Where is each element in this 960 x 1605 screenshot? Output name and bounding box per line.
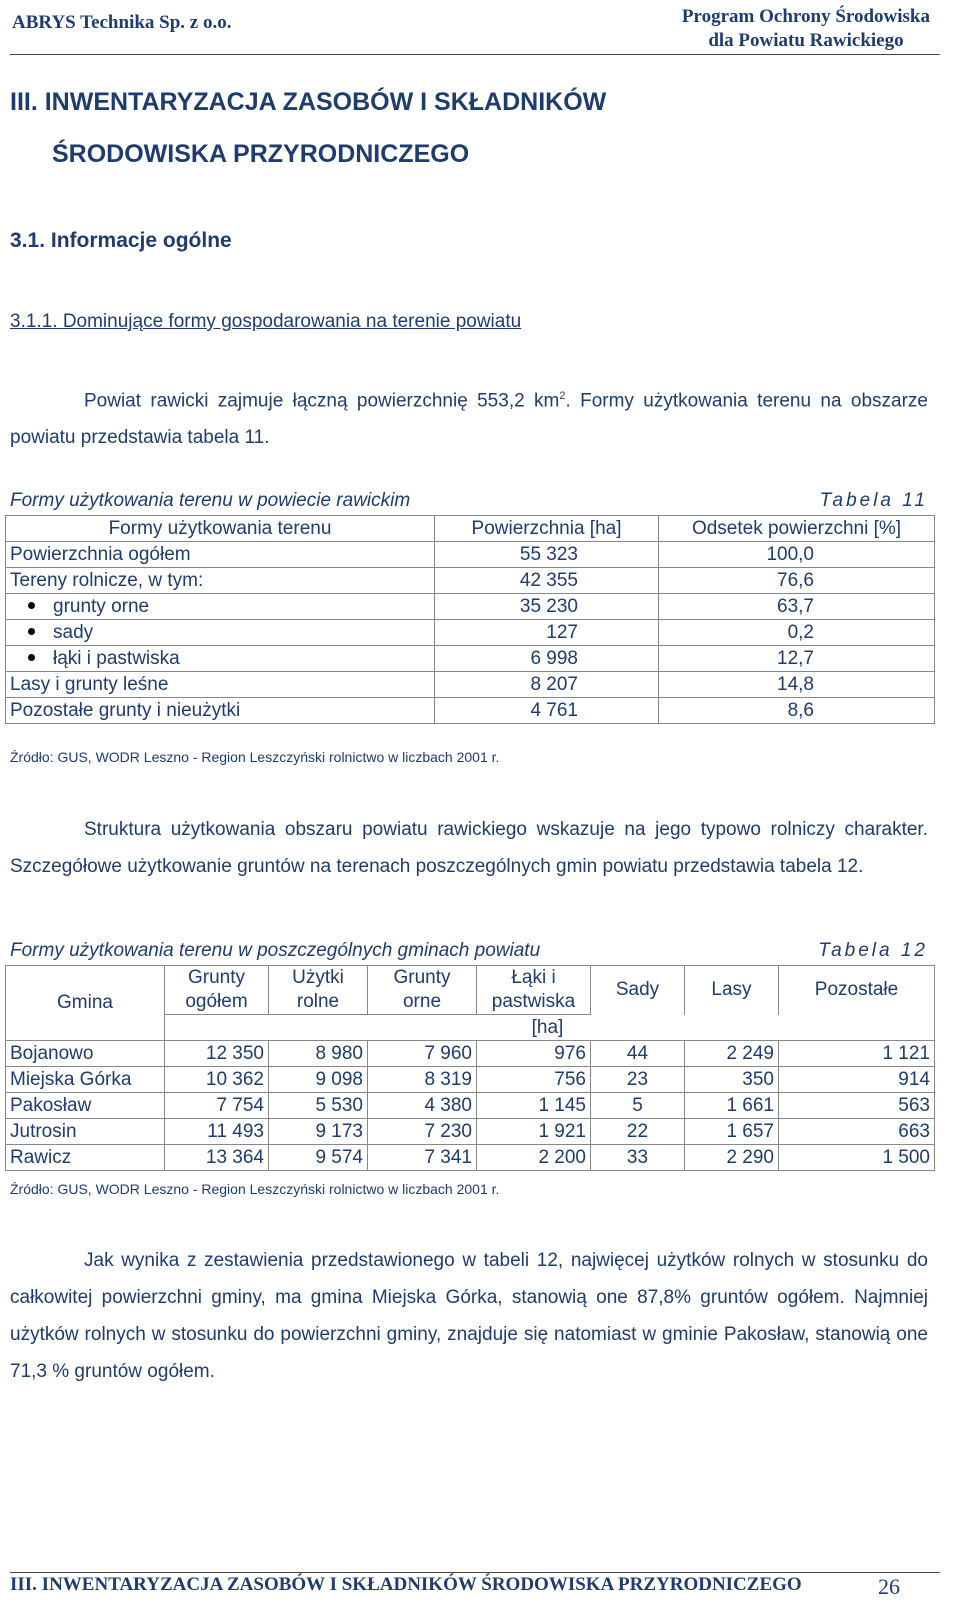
table12-header-pozostale: Pozostałe xyxy=(779,966,935,1015)
table12-header-sady: Sady xyxy=(591,966,685,1015)
table-cell: 7 754 xyxy=(165,1093,269,1119)
table-cell: 1 500 xyxy=(779,1145,935,1171)
table-cell: Tereny rolnicze, w tym: xyxy=(6,568,435,594)
footer-divider xyxy=(10,1572,940,1573)
table-cell: Pozostałe grunty i nieużytki xyxy=(6,698,435,724)
table-cell: Jutrosin xyxy=(6,1119,165,1145)
table-cell: Pakosław xyxy=(6,1093,165,1119)
table-12 xyxy=(5,965,935,1171)
table-cell: 44 xyxy=(591,1041,685,1067)
table-cell: 0,2 xyxy=(659,620,935,646)
table-cell: Rawicz xyxy=(6,1145,165,1171)
table-cell: 76,6 xyxy=(659,568,935,594)
chapter-title-line2: ŚRODOWISKA PRZYRODNICZEGO xyxy=(52,140,470,168)
table12-header-row xyxy=(6,966,935,1015)
table-cell: 12,7 xyxy=(659,646,935,672)
table11-label: Tabela 11 xyxy=(819,490,928,511)
table-cell: 9 098 xyxy=(269,1067,368,1093)
table11-header-cell: Odsetek powierzchni [%] xyxy=(659,516,935,542)
table-row xyxy=(6,620,935,646)
table-row xyxy=(6,672,935,698)
table12-header-lasy: Lasy xyxy=(685,966,779,1015)
table-cell: 11 493 xyxy=(165,1119,269,1145)
table12-header-laki: Łąki i pastwiska xyxy=(477,966,591,1015)
table-cell: 7 960 xyxy=(368,1041,477,1067)
table-cell: Bojanowo xyxy=(6,1041,165,1067)
table-cell: 100,0 xyxy=(659,542,935,568)
table-cell: 7 341 xyxy=(368,1145,477,1171)
header-program xyxy=(682,5,930,53)
table-cell: grunty orne xyxy=(6,594,435,620)
table-cell: 8 207 xyxy=(435,672,659,698)
page-number: 26 xyxy=(878,1574,900,1599)
table-cell: 7 230 xyxy=(368,1119,477,1145)
table-cell: 13 364 xyxy=(165,1145,269,1171)
table-cell: 127 xyxy=(435,620,659,646)
bullet-icon xyxy=(28,602,35,609)
table-cell: 14,8 xyxy=(659,672,935,698)
table-cell: 4 761 xyxy=(435,698,659,724)
table-cell: 9 173 xyxy=(269,1119,368,1145)
table-cell: Lasy i grunty leśne xyxy=(6,672,435,698)
paragraph-2: Struktura użytkowania obszaru powiatu rawickiego wskazuje na jego typowo rolniczy charakter. Szczegółowe użytkowanie gruntów na terenach poszczególnych gmin powiatu przedstawia tabela 12. xyxy=(10,819,928,877)
table12-caption: Formy użytkowania terenu w poszczególnych gminach powiatu Tabela 12 xyxy=(10,940,928,961)
section-heading: 3.1. Informacje ogólne xyxy=(10,229,232,252)
table-cell: 1 661 xyxy=(685,1093,779,1119)
table-cell: 63,7 xyxy=(659,594,935,620)
table12-header-unit: [ha] xyxy=(165,1015,935,1041)
subsection-heading: 3.1.1. Dominujące formy gospodarowania na terenie powiatu xyxy=(10,311,522,332)
table-cell: 2 200 xyxy=(477,1145,591,1171)
table-cell: 1 145 xyxy=(477,1093,591,1119)
table-row xyxy=(6,594,935,620)
header-divider xyxy=(10,54,940,55)
chapter-title-line1: III. INWENTARYZACJA ZASOBÓW I SKŁADNIKÓW xyxy=(10,88,607,116)
table-cell: 1 921 xyxy=(477,1119,591,1145)
table11-header-row xyxy=(6,516,935,542)
header-program-line2: dla Powiatu Rawickiego xyxy=(708,30,904,51)
table-cell: 2 290 xyxy=(685,1145,779,1171)
table-cell: 8 980 xyxy=(269,1041,368,1067)
table-cell: 5 xyxy=(591,1093,685,1119)
table-cell: 976 xyxy=(477,1041,591,1067)
table-row xyxy=(6,1145,935,1171)
table-cell: 55 323 xyxy=(435,542,659,568)
table-cell: 35 230 xyxy=(435,594,659,620)
table11-source: Źródło: GUS, WODR Leszno - Region Leszczyński rolnictwo w liczbach 2001 r. xyxy=(10,749,500,765)
table12-header-gmina: Gmina xyxy=(6,966,165,1041)
table12-label: Tabela 12 xyxy=(818,940,928,961)
table-cell: 5 530 xyxy=(269,1093,368,1119)
table-row xyxy=(6,542,935,568)
table-row xyxy=(6,1041,935,1067)
table-cell: 1 121 xyxy=(779,1041,935,1067)
table-cell: 914 xyxy=(779,1067,935,1093)
table-cell: sady xyxy=(6,620,435,646)
table-cell: 23 xyxy=(591,1067,685,1093)
table-cell: 22 xyxy=(591,1119,685,1145)
paragraph-1: Powiat rawicki zajmuje łączną powierzchnię 553,2 $km^2$. Formy użytkowania terenu na obszarze powiatu przedstawia tabela 11. xyxy=(10,390,928,449)
table-cell: 6 998 xyxy=(435,646,659,672)
bullet-icon xyxy=(28,654,35,661)
table-cell: 2 249 xyxy=(685,1041,779,1067)
table11-caption: Formy użytkowania terenu w powiecie rawickim Tabela 11 xyxy=(10,490,928,511)
table-cell: 42 355 xyxy=(435,568,659,594)
table-cell: 8 319 xyxy=(368,1067,477,1093)
table-cell: 8,6 xyxy=(659,698,935,724)
table-11 xyxy=(5,515,935,724)
table11-header-cell: Formy użytkowania terenu xyxy=(6,516,435,542)
table11-header-cell: Powierzchnia [ha] xyxy=(435,516,659,542)
table12-header-orne: Grunty orne xyxy=(368,966,477,1015)
table-row xyxy=(6,1067,935,1093)
table-row xyxy=(6,646,935,672)
table12-header-grunty: Grunty ogółem xyxy=(165,966,269,1015)
bullet-icon xyxy=(28,628,35,635)
table-row xyxy=(6,568,935,594)
table-cell: 563 xyxy=(779,1093,935,1119)
table-row xyxy=(6,698,935,724)
table-row xyxy=(6,1093,935,1119)
table-cell: 10 362 xyxy=(165,1067,269,1093)
table-cell: Powierzchnia ogółem xyxy=(6,542,435,568)
table-cell: 663 xyxy=(779,1119,935,1145)
table-cell: 4 380 xyxy=(368,1093,477,1119)
table12-header-uzytki: Użytki rolne xyxy=(269,966,368,1015)
table-cell: 12 350 xyxy=(165,1041,269,1067)
table12-source: Źródło: GUS, WODR Leszno - Region Leszczyński rolnictwo w liczbach 2001 r. xyxy=(10,1181,500,1197)
paragraph-3: Jak wynika z zestawienia przedstawionego w tabeli 12, najwięcej użytków rolnych w stosunku do całkowitej powierzchni gminy, ma gmina Miejska Górka, stanowią one 87,8% gruntów ogółem. Najmniej użytków rolnych w stosunku do powierzchni gminy, znajduje się natomiast w gminie Pakosław, stanowią one 71,3 % gruntów ogółem. xyxy=(10,1250,928,1382)
table-cell: 9 574 xyxy=(269,1145,368,1171)
footer-chapter: III. INWENTARYZACJA ZASOBÓW I SKŁADNIKÓW ŚRODOWISKA PRZYRODNICZEGO xyxy=(10,1574,802,1595)
table-cell: 350 xyxy=(685,1067,779,1093)
table-row xyxy=(6,1119,935,1145)
table-cell: 756 xyxy=(477,1067,591,1093)
table-cell: Miejska Górka xyxy=(6,1067,165,1093)
table-cell: 1 657 xyxy=(685,1119,779,1145)
table-cell: łąki i pastwiska xyxy=(6,646,435,672)
header-company: ABRYS Technika Sp. z o.o. xyxy=(12,12,232,33)
table-cell: 33 xyxy=(591,1145,685,1171)
header-program-line1: Program Ochrony Środowiska xyxy=(681,6,930,27)
